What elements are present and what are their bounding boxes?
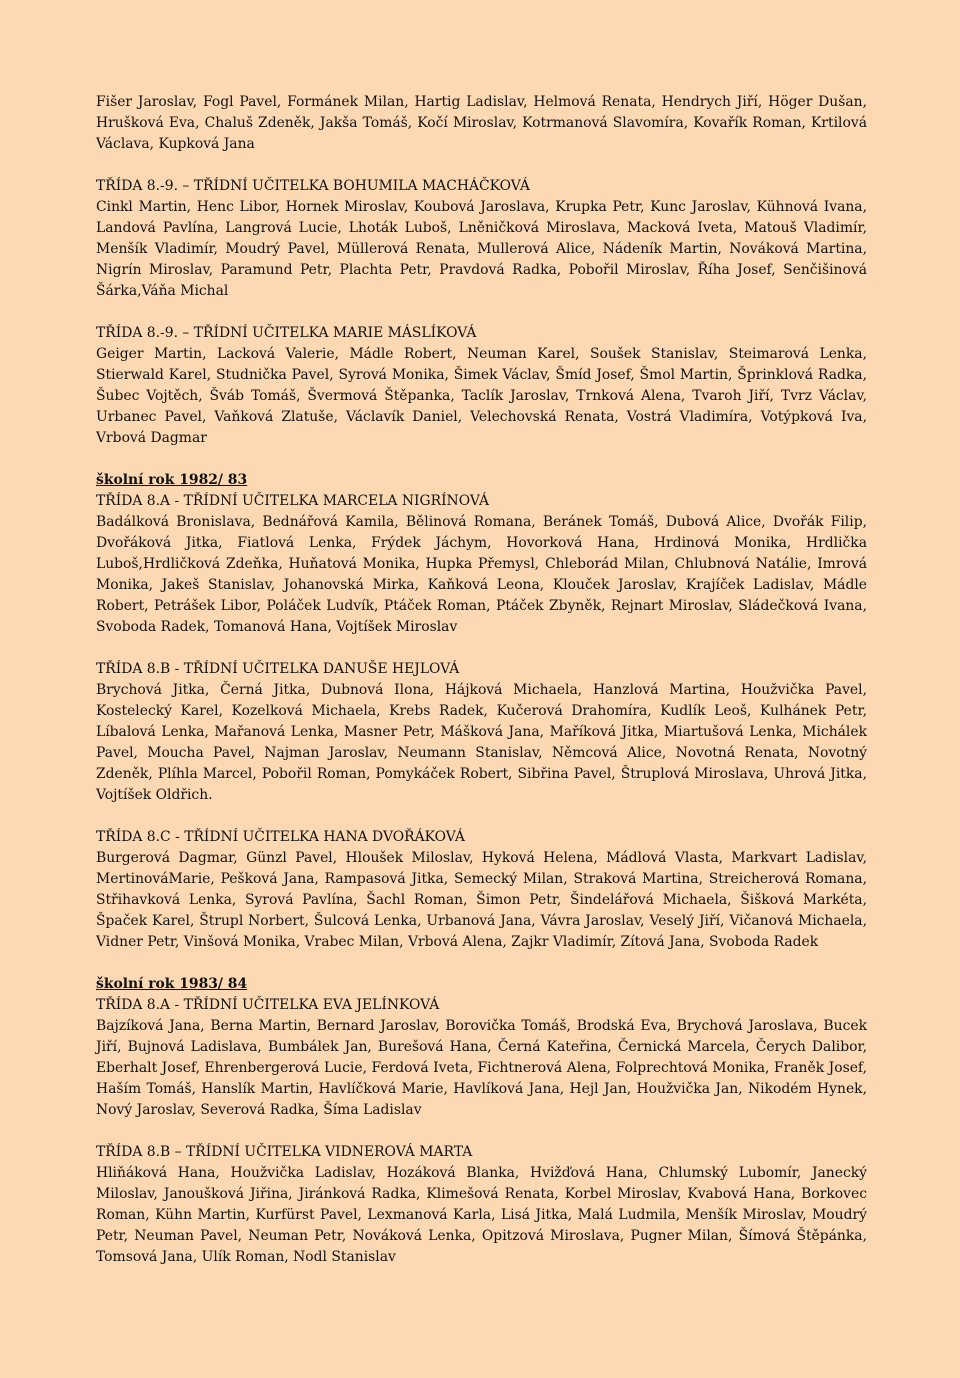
paragraph-gap	[96, 953, 867, 974]
student-list: Brychová Jitka, Černá Jitka, Dubnová Ilona, Hájková Michaela, Hanzlová Martina, Houžvička Pavel, Kostelecký Karel, Kozelková Michaela, Krebs Radek, Kučerová Drahomíra, Kudlík Leoš, Kulhánek Petr, Líbalová Lenka, Mařanová Lenka, Masner Petr, Mášková Jana, Maříková Jitka, Miartušová Lenka, Michálek Pavel, Moucha Pavel, Najman Jaroslav, Neumann Stanislav, Němcová Alice, Novotná Renata, Novotný Zdeněk, Plíhla Marcel, Pobořil Roman, Pomykáček Robert, Sibřina Pavel, Štruplová Miroslava, Uhrová Jitka, Vojtíšek Oldřich.	[96, 682, 867, 803]
student-list: Fišer Jaroslav, Fogl Pavel, Formánek Milan, Hartig Ladislav, Helmová Renata, Hendrych Jiří, Höger Dušan, Hrušková Eva, Chaluš Zdeněk, Jakša Tomáš, Kočí Miroslav, Kotrmanová Slavomíra, Kovařík Roman, Krtilová Václava, Kupková Jana	[96, 94, 867, 152]
school-year-heading: školní rok 1983/ 84	[96, 976, 248, 992]
class-heading: TŘÍDA 8.A - TŘÍDNÍ UČITELKA MARCELA NIGRÍNOVÁ	[96, 493, 489, 509]
student-list: Burgerová Dagmar, Günzl Pavel, Hloušek Miloslav, Hyková Helena, Mádlová Vlasta, Markvart Ladislav, MertinováMarie, Pešková Jana, Rampasová Jitka, Semecký Milan, Straková Martina, Streicherová Romana, Střihavková Lenka, Syrová Pavlína, Šachl Roman, Šimon Petr, Šindelářová Michaela, Šišková Markéta, Špaček Karel, Štrupl Norbert, Šulcová Lenka, Urbanová Jana, Vávra Jaroslav, Veselý Jiří, Vičanová Michaela, Vidner Petr, Vinšová Monika, Vrabec Milan, Vrbová Alena, Zajkr Vladimír, Zítová Jana, Svoboda Radek	[96, 850, 867, 950]
school-year-heading: školní rok 1982/ 83	[96, 472, 248, 488]
class-heading: TŘÍDA 8.-9. – TŘÍDNÍ UČITELKA MARIE MÁSLÍKOVÁ	[96, 325, 477, 341]
class-heading: TŘÍDA 8.B - TŘÍDNÍ UČITELKA DANUŠE HEJLOVÁ	[96, 661, 460, 677]
student-list: Geiger Martin, Lacková Valerie, Mádle Robert, Neuman Karel, Soušek Stanislav, Steimarová Lenka, Stierwald Karel, Studnička Pavel, Syrová Monika, Šimek Václav, Šmíd Josef, Šmol Martin, Šprinklová Radka, Šubec Vojtěch, Šváb Tomáš, Švermová Štěpanka, Taclík Jaroslav, Trnková Alena, Tvaroh Jiří, Tvrz Václav, Urbanec Pavel, Vaňková Zlatuše, Václavík Daniel, Velechovská Renata, Vostrá Vladimíra, Votýpková Iva, Vrbová Dagmar	[96, 346, 867, 446]
document-page	[96, 92, 867, 1268]
paragraph-gap	[96, 638, 867, 659]
paragraph-gap	[96, 302, 867, 323]
class-heading: TŘÍDA 8.B – TŘÍDNÍ UČITELKA VIDNEROVÁ MARTA	[96, 1144, 473, 1160]
class-heading: TŘÍDA 8.-9. – TŘÍDNÍ UČITELKA BOHUMILA MACHÁČKOVÁ	[96, 178, 530, 194]
student-list: Badálková Bronislava, Bednářová Kamila, Bělinová Romana, Beránek Tomáš, Dubová Alice, Dvořák Filip, Dvořáková Jitka, Fiatlová Lenka, Frýdek Jáchym, Hovorková Hana, Hrdinová Monika, Hrdlička Luboš,Hrdličková Zdeňka, Huňatová Monika, Hupka Přemysl, Chleborád Milan, Chlubnová Natálie, Imrová Monika, Jakeš Stanislav, Johanovská Mirka, Kaňková Leona, Klouček Jaroslav, Krajíček Ladislav, Mádle Robert, Petrášek Libor, Poláček Ludvík, Ptáček Roman, Ptáček Zbyněk, Rejnart Miroslav, Sládečková Ivana, Svoboda Radek, Tomanová Hana, Vojtíšek Miroslav	[96, 514, 867, 635]
paragraph-gap	[96, 449, 867, 470]
paragraph-gap	[96, 155, 867, 176]
student-list: Hliňáková Hana, Houžvička Ladislav, Hozáková Blanka, Hvižďová Hana, Chlumský Lubomír, Janecký Miloslav, Janoušková Jiřina, Jiránková Radka, Klimešová Renata, Korbel Miroslav, Kvabová Hana, Borkovec Roman, Kühn Martin, Kurfürst Pavel, Lexmanová Karla, Lisá Jitka, Malá Ludmila, Menšík Miroslav, Moudrý Petr, Neuman Pavel, Neuman Petr, Nováková Lenka, Opitzová Miroslava, Pugner Milan, Šímová Štěpánka, Tomsová Jana, Ulík Roman, Nodl Stanislav	[96, 1165, 867, 1265]
paragraph-gap	[96, 1121, 867, 1142]
paragraph-gap	[96, 806, 867, 827]
student-list: Cinkl Martin, Henc Libor, Hornek Miroslav, Koubová Jaroslava, Krupka Petr, Kunc Jaroslav, Kühnová Ivana, Landová Pavlína, Langrová Lucie, Lhoták Luboš, Lněničková Miroslava, Macková Iveta, Matouš Vladimír, Menšík Vladimír, Moudrý Pavel, Müllerová Renata, Mullerová Alice, Nádeník Martin, Nováková Martina, Nigrín Miroslav, Paramund Petr, Plachta Petr, Pravdová Radka, Pobořil Miroslav, Říha Josef, Senčišinová Šárka,Váňa Michal	[96, 199, 867, 299]
class-heading: TŘÍDA 8.A - TŘÍDNÍ UČITELKA EVA JELÍNKOVÁ	[96, 997, 440, 1013]
class-heading: TŘÍDA 8.C - TŘÍDNÍ UČITELKA HANA DVOŘÁKOVÁ	[96, 829, 465, 845]
student-list: Bajzíková Jana, Berna Martin, Bernard Jaroslav, Borovička Tomáš, Brodská Eva, Brychová Jaroslava, Bucek Jiří, Bujnová Ladislava, Bumbálek Jan, Burešová Hana, Černá Kateřina, Černická Marcela, Čerych Dalibor, Eberhalt Josef, Ehrenbergerová Lucie, Ferdová Iveta, Fichtnerová Alena, Folprechtová Monika, Franěk Josef, Haším Tomáš, Hanslík Martin, Havlíčková Marie, Havlíková Jana, Hejl Jan, Houžvička Jan, Nikodém Hynek, Nový Jaroslav, Severová Radka, Šíma Ladislav	[96, 1018, 867, 1118]
